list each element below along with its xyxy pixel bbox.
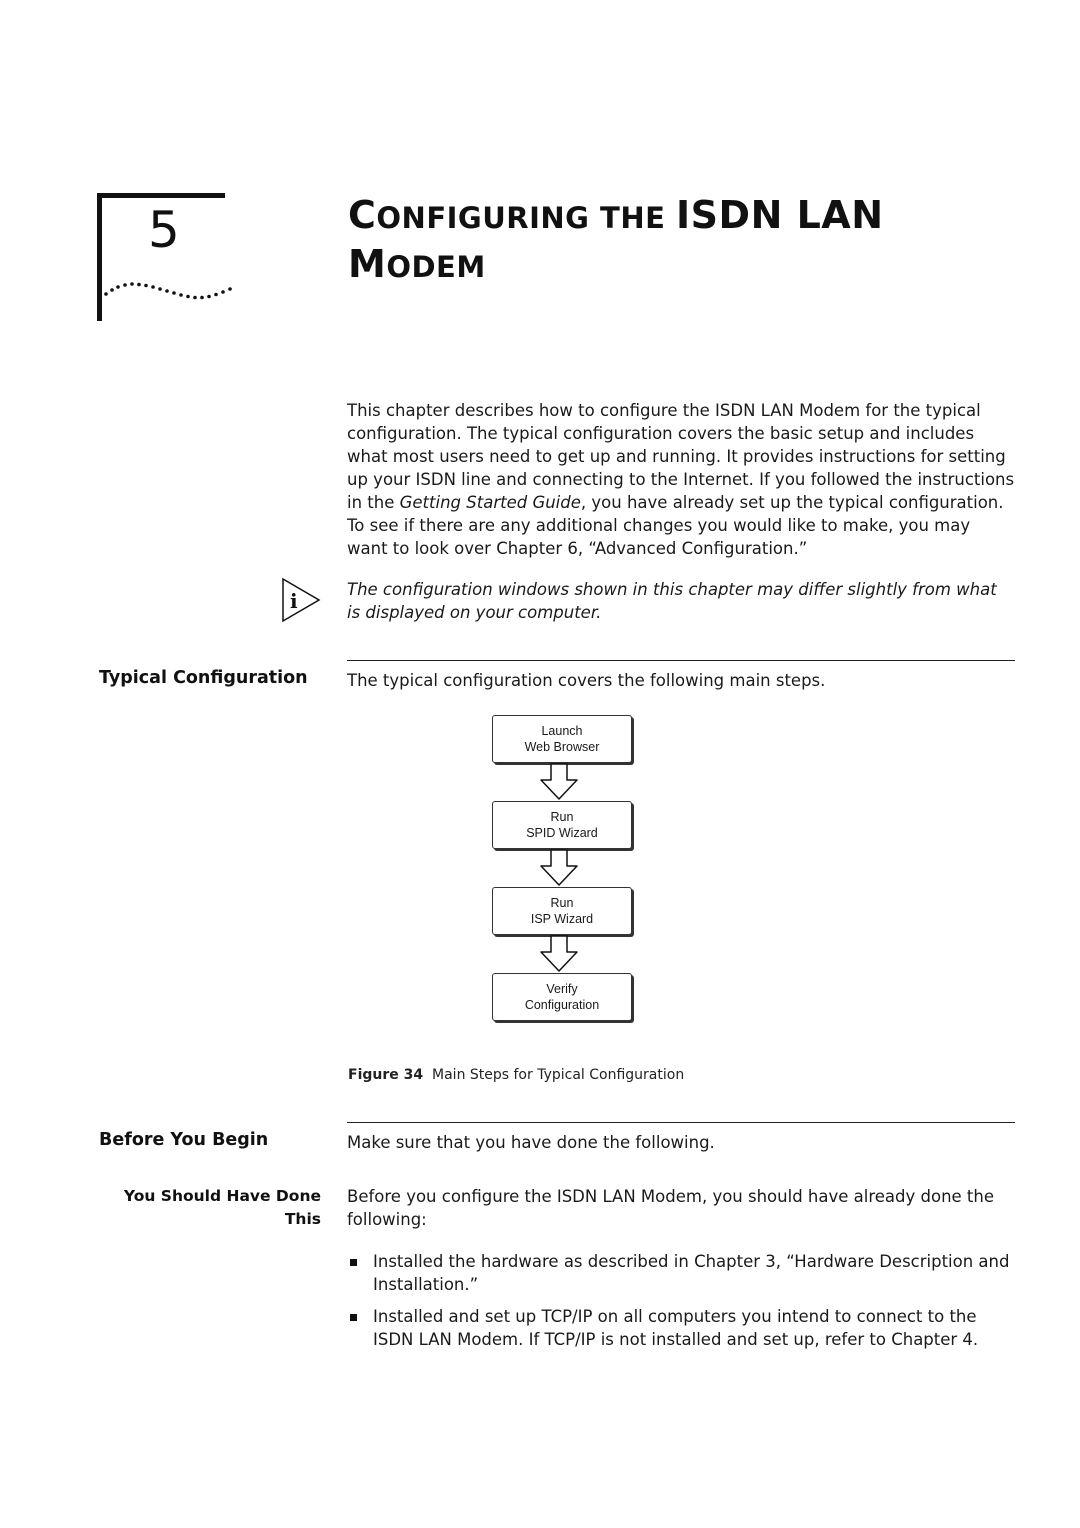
chapter-mark-top-bar [97, 193, 225, 198]
prerequisites-text: Before you configure the ISDN LAN Modem, you should have already done the following: [347, 1187, 995, 1229]
you-should-have-done-this-heading: You Should Have Done This [123, 1187, 321, 1228]
flow-arrow-down-icon [539, 935, 579, 973]
chapter-mark-left-bar [97, 193, 102, 321]
bullet-icon [350, 1259, 357, 1266]
chapter-title-line2: MODEM [348, 242, 486, 286]
chapter-title [348, 192, 884, 290]
intro-paragraph: This chapter describes how to configure the ISDN LAN Modem for the typical configuration. The typical configuration covers the basic setup and includes what most users need to get up and running. It provides instructions for setting up your ISDN line and connecting to the Internet. If you followed the instructions in the Getting Started Guide, you have already set up the typical configuration. To see if there are any additional changes you would like to make, you may want to look over Chapter 6, “Advanced Configuration.” [347, 401, 1015, 558]
flow-step-verify-configuration: Verify Configuration [492, 973, 632, 1021]
list-item: Installed and set up TCP/IP on all computers you intend to connect to the ISDN LAN Modem. If TCP/IP is not installed and set up, refer to Chapter 4. [373, 1307, 979, 1349]
flow-step-run-isp-wizard: Run ISP Wizard [492, 887, 632, 935]
section-divider [347, 660, 1015, 661]
before-you-begin-heading: Before You Begin [99, 1130, 269, 1150]
before-you-begin-text: Make sure that you have done the following. [347, 1133, 715, 1152]
flow-arrow-down-icon [539, 849, 579, 887]
flow-step-run-spid-wizard: Run SPID Wizard [492, 801, 632, 849]
svg-text:i: i [290, 589, 298, 613]
list-item: Installed the hardware as described in Chapter 3, “Hardware Description and Installation.” [373, 1252, 1010, 1294]
note-text: The configuration windows shown in this chapter may differ slightly from what is displayed on your computer. [347, 580, 997, 622]
section-divider [347, 1122, 1015, 1123]
typical-configuration-heading: Typical Configuration [99, 668, 308, 688]
chapter-number: 5 [148, 201, 180, 259]
chapter-dots-decoration [103, 282, 235, 304]
chapter-title-line1: CONFIGURING THE ISDN LAN [348, 193, 884, 237]
typical-configuration-text: The typical configuration covers the following main steps. [347, 671, 826, 690]
flow-arrow-down-icon [539, 763, 579, 801]
info-icon [281, 577, 321, 623]
bullet-icon [350, 1314, 357, 1321]
flow-step-launch-web-browser: Launch Web Browser [492, 715, 632, 763]
figure-caption: Figure 34 Main Steps for Typical Configuration [348, 1067, 685, 1083]
